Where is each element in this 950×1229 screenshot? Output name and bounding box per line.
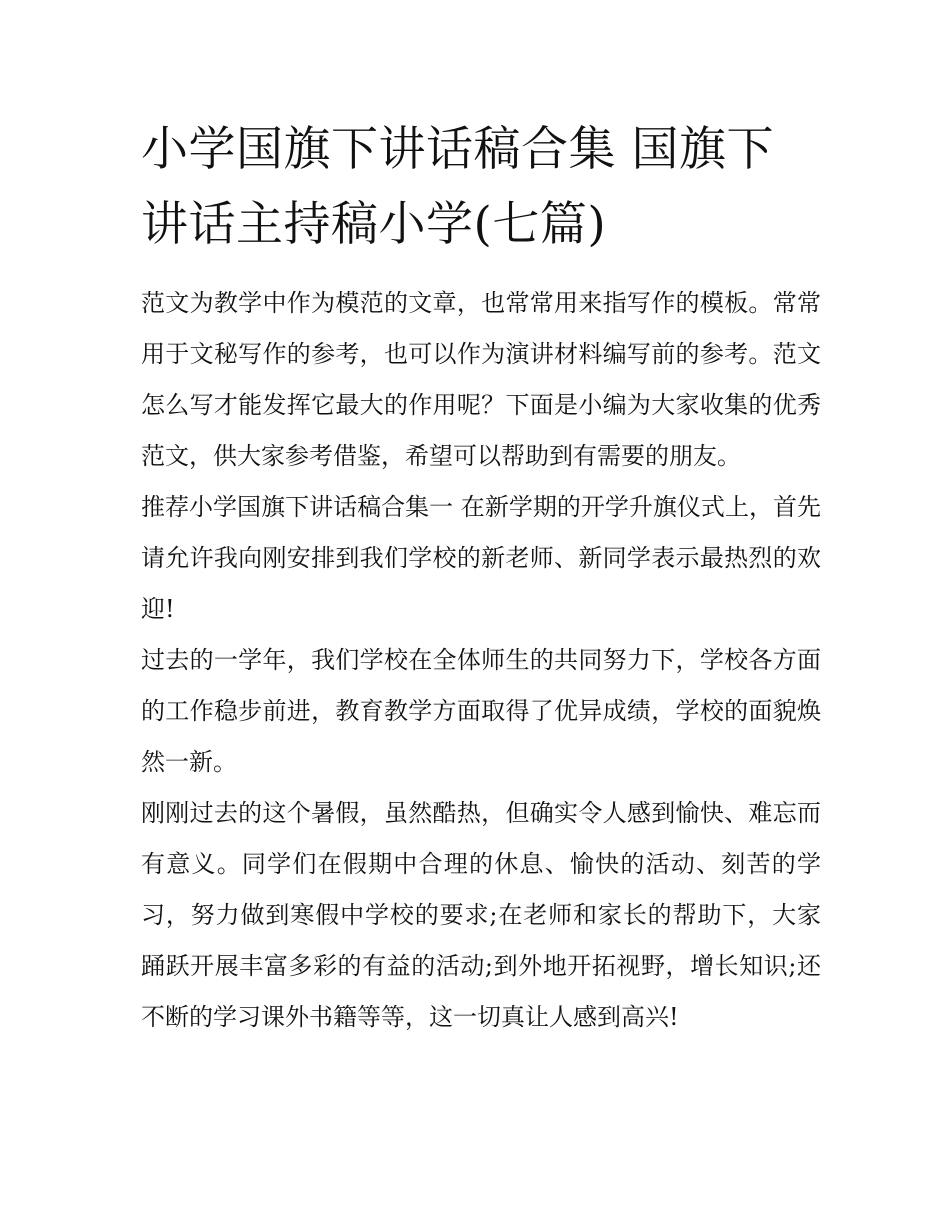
paragraph-welcome: 推荐小学国旗下讲话稿合集一 在新学期的开学升旗仪式上，首先请允许我向刚安排到我们学校的新老师、新同学表示最热烈的欢迎!: [141, 493, 821, 623]
paragraph-intro: 范文为教学中作为模范的文章，也常常用来指写作的模板。常常用于文秘写作的参考，也可以作为演讲材料编写前的参考。范文怎么写才能发挥它最大的作用呢？下面是小编为大家收集的优秀范文，供大家参考借鉴，希望可以帮助到有需要的朋友。: [141, 289, 821, 470]
paragraph-summer: 刚刚过去的这个暑假，虽然酷热，但确实令人感到愉快、难忘而有意义。同学们在假期中合理的休息、愉快的活动、刻苦的学习，努力做到寒假中学校的要求;在老师和家长的帮助下，大家踊跃开展丰富多彩的有益的活动;到外地开拓视野，增长知识;还不断的学习课外书籍等等，这一切真让人感到高兴!: [141, 799, 821, 1031]
document-page: [141, 112, 821, 1043]
paragraph-past-year: 过去的一学年，我们学校在全体师生的共同努力下，学校各方面的工作稳步前进，教育教学方面取得了优异成绩，学校的面貌焕然一新。: [141, 646, 821, 776]
document-title: 小学国旗下讲话稿合集 国旗下讲话主持稿小学(七篇): [141, 122, 774, 252]
